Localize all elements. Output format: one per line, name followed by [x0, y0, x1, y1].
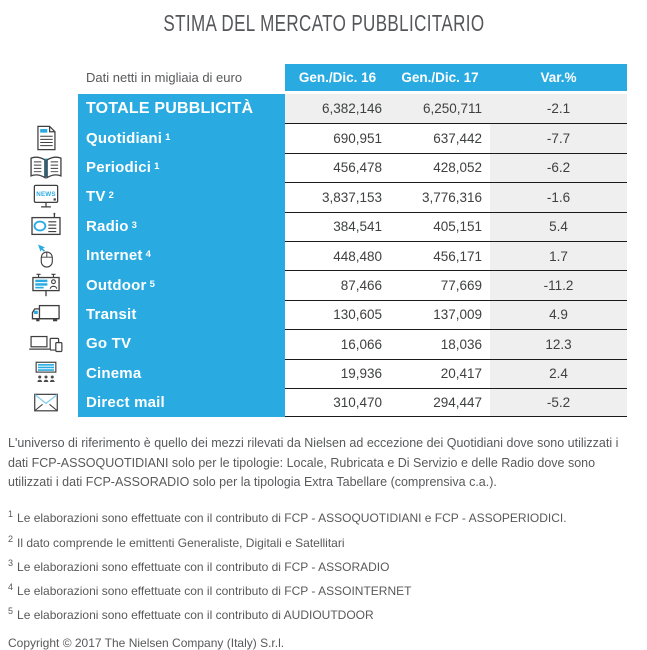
value-var: 1.7 — [490, 241, 627, 270]
table-row-outdoor — [78, 270, 627, 299]
table-row-periodici — [78, 153, 627, 182]
table-body — [36, 94, 627, 417]
value-2016: 310,470 — [285, 388, 390, 417]
tv-news-icon — [24, 183, 68, 211]
notes-section — [8, 434, 639, 650]
row-label-cell — [78, 94, 285, 123]
mouse-icon — [24, 242, 68, 270]
value-2017: 77,669 — [390, 270, 490, 299]
footnote-4 — [8, 583, 639, 598]
row-label-cell — [36, 182, 285, 211]
value-var: 2.4 — [490, 359, 627, 388]
row-label-cell — [78, 241, 285, 270]
value-2017: 18,036 — [390, 329, 490, 358]
value-2017: 137,009 — [390, 300, 490, 329]
footnote-marker: 2 — [8, 533, 14, 544]
row-label: Go TV — [86, 335, 132, 353]
value-2016: 19,936 — [285, 359, 390, 388]
truck-icon — [24, 300, 68, 328]
universe-note: L'universo di riferimento è quello dei mezzi rilevati da Nielsen ad eccezione dei Quotidiani dove sono utilizzati i dati FCP-ASSOQUOTIDIANI solo per le tipologie: Locale, Rubricata e Di Servizio e delle Radio dove sono utilizzati i dati FCP-ASSORADIO solo per la tipologia Extra Tabellare (comprensiva c.a.). — [8, 436, 619, 490]
row-label: TOTALE PUBBLICITÀ — [86, 99, 254, 117]
table-row-tv — [36, 182, 627, 211]
footnote-marker: 4 — [8, 581, 14, 592]
value-var: -6.2 — [490, 153, 627, 182]
value-2016: 384,541 — [285, 212, 390, 241]
value-2017: 6,250,711 — [390, 94, 490, 123]
footnote-ref: 1 — [165, 131, 171, 143]
footnote-ref: 2 — [108, 190, 115, 202]
footnote-5 — [8, 607, 639, 622]
footnotes-list — [8, 510, 639, 622]
cinema-screen-icon — [24, 359, 68, 387]
value-2016: 6,382,146 — [285, 94, 390, 123]
row-label: TV — [86, 188, 106, 206]
table-row-cinema — [78, 359, 627, 388]
row-label-cell — [78, 123, 285, 152]
value-2016: 456,478 — [285, 153, 390, 182]
row-label-cell — [78, 388, 285, 417]
row-label-cell — [78, 153, 285, 182]
row-label: Periodici — [86, 158, 152, 176]
table-header — [78, 64, 627, 91]
svg-text:NEWS: NEWS — [36, 190, 56, 198]
value-var: -7.7 — [490, 123, 627, 152]
footnote-text: Le elaborazioni sono effettuate con il contributo di FCP - ASSOINTERNET — [17, 583, 412, 598]
value-var: -1.6 — [490, 182, 627, 211]
row-label: Internet — [86, 247, 143, 265]
value-2017: 20,417 — [390, 359, 490, 388]
table-caption: Dati netti in migliaia di euro — [78, 64, 285, 91]
value-2017: 3,776,316 — [390, 182, 490, 211]
footnote-text: Le elaborazioni sono effettuate con il contributo di FCP - ASSOQUOTIDIANI e FCP - ASSOPERIODICI. — [17, 511, 567, 526]
media-table — [36, 64, 627, 417]
footnote-ref: 4 — [145, 249, 152, 261]
value-var: 5.4 — [490, 212, 627, 241]
footnote-ref: 5 — [149, 278, 156, 290]
row-label: Cinema — [86, 364, 142, 382]
value-var: -5.2 — [490, 388, 627, 417]
value-2017: 637,442 — [390, 123, 490, 152]
value-2017: 405,151 — [390, 212, 490, 241]
footnote-marker: 5 — [8, 606, 14, 617]
value-var: 4.9 — [490, 300, 627, 329]
value-2016: 130,605 — [285, 300, 390, 329]
value-2016: 87,466 — [285, 270, 390, 299]
row-label: Direct mail — [86, 394, 165, 412]
value-2016: 16,066 — [285, 329, 390, 358]
title-bar — [0, 10, 647, 40]
row-label: Transit — [86, 305, 137, 323]
footnote-2 — [8, 535, 639, 550]
column-header-2016: Gen./Dic. 16 — [285, 64, 390, 91]
value-2017: 294,447 — [390, 388, 490, 417]
envelope-icon — [24, 390, 68, 416]
footnote-1 — [8, 510, 639, 525]
table-row-radio — [78, 212, 627, 241]
row-label: Quotidiani — [86, 129, 163, 147]
table-row-quotidiani — [78, 123, 627, 152]
value-2016: 448,480 — [285, 241, 390, 270]
magazine-icon — [24, 153, 68, 181]
radio-icon — [24, 212, 68, 240]
footnote-ref: 1 — [154, 160, 160, 172]
footnote-3 — [8, 559, 639, 574]
value-var: 12.3 — [490, 329, 627, 358]
footnote-text: Il dato comprende le emittenti Generaliste, Digitali e Satellitari — [17, 535, 345, 550]
footnote-text: Le elaborazioni sono effettuate con il contributo di AUDIOUTDOOR — [17, 608, 374, 623]
page-title: STIMA DEL MERCATO PUBBLICITARIO — [162, 10, 485, 36]
footnote-marker: 1 — [8, 509, 14, 520]
row-label: Outdoor — [86, 276, 147, 294]
value-var: -11.2 — [490, 270, 627, 299]
row-label-cell — [78, 359, 285, 388]
value-2017: 456,171 — [390, 241, 490, 270]
row-label: Radio — [86, 217, 129, 235]
table-row-internet — [78, 241, 627, 270]
table-row-totale — [78, 94, 627, 123]
table-row-directmail — [78, 388, 627, 417]
newspaper-icon — [24, 124, 68, 152]
value-var: -2.1 — [490, 94, 627, 123]
value-2017: 428,052 — [390, 153, 490, 182]
table-row-gotv — [78, 329, 627, 358]
column-header-var: Var.% — [490, 64, 627, 91]
footnote-ref: 3 — [131, 219, 138, 231]
row-label-cell — [78, 270, 285, 299]
footnote-marker: 3 — [8, 557, 14, 568]
row-label-cell — [78, 300, 285, 329]
footnote-text: Le elaborazioni sono effettuate con il contributo di FCP - ASSORADIO — [17, 559, 390, 574]
row-label-cell — [78, 329, 285, 358]
row-label-cell — [78, 212, 285, 241]
column-header-2017: Gen./Dic. 17 — [390, 64, 490, 91]
table-row-transit — [78, 300, 627, 329]
value-2016: 3,837,153 — [285, 182, 390, 211]
value-2016: 690,951 — [285, 123, 390, 152]
devices-icon — [24, 330, 68, 358]
copyright-line: Copyright © 2017 The Nielsen Company (Italy) S.r.l. — [8, 636, 285, 650]
billboard-icon — [24, 271, 68, 299]
